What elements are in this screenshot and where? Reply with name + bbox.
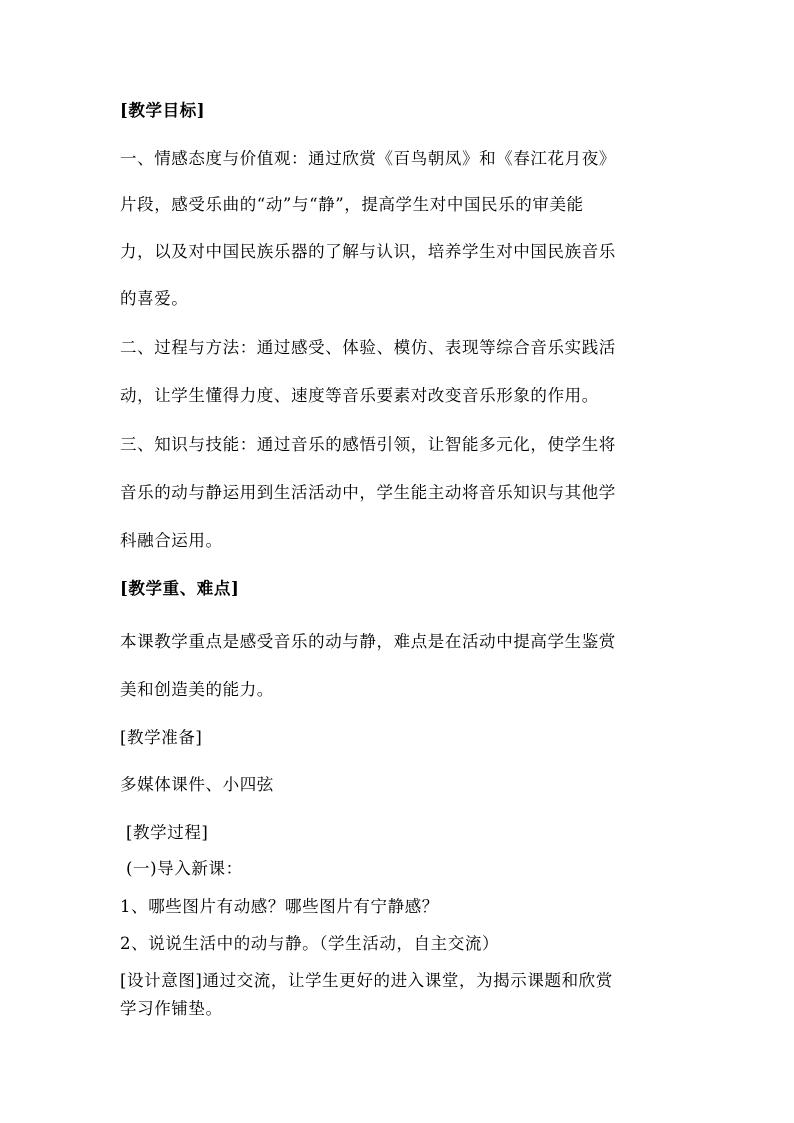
objective-3-line-1: 三、知识与技能：通过音乐的感悟引领，让智能多元化，使学生将: [120, 435, 616, 454]
step-2: 2、说说生活中的动与静。（学生活动，自主交流）: [120, 934, 500, 953]
intro-heading: (一)导入新课：: [126, 859, 243, 878]
key-points-heading: [教学重、难点]: [120, 579, 240, 598]
objective-1-line-4: 的喜爱。: [120, 289, 189, 308]
objective-1-line-3: 力，以及对中国民族乐器的了解与认识，培养学生对中国民族音乐: [120, 242, 616, 261]
objective-3-line-3: 科融合运用。: [120, 531, 223, 550]
process-heading: [教学过程]: [126, 823, 209, 842]
preparation-heading: [教学准备]: [120, 728, 203, 747]
design-intent-line-2: 学习作铺垫。: [120, 999, 223, 1018]
objectives-heading: [教学目标]: [120, 101, 206, 120]
design-intent-line-1: [设计意图]通过交流，让学生更好的进入课堂，为揭示课题和欣赏: [120, 971, 613, 990]
preparation-text: 多媒体课件、小四弦: [120, 775, 274, 794]
objective-3-line-2: 音乐的动与静运用到生活活动中，学生能主动将音乐知识与其他学: [120, 483, 616, 502]
key-points-line-2: 美和创造美的能力。: [120, 680, 274, 699]
objective-2-line-2: 动，让学生懂得力度、速度等音乐要素对改变音乐形象的作用。: [120, 386, 599, 405]
key-points-line-1: 本课教学重点是感受音乐的动与静，难点是在活动中提高学生鉴赏: [120, 632, 616, 651]
objective-2-line-1: 二、过程与方法：通过感受、体验、模仿、表现等综合音乐实践活: [120, 338, 616, 357]
objective-1-line-2: 片段，感受乐曲的“动”与“静”，提高学生对中国民乐的审美能: [120, 195, 584, 214]
step-1: 1、哪些图片有动感？哪些图片有宁静感？: [120, 897, 439, 916]
objective-1-line-1: 一、情感态度与价值观：通过欣赏《百鸟朝凤》和《春江花月夜》: [120, 149, 616, 168]
